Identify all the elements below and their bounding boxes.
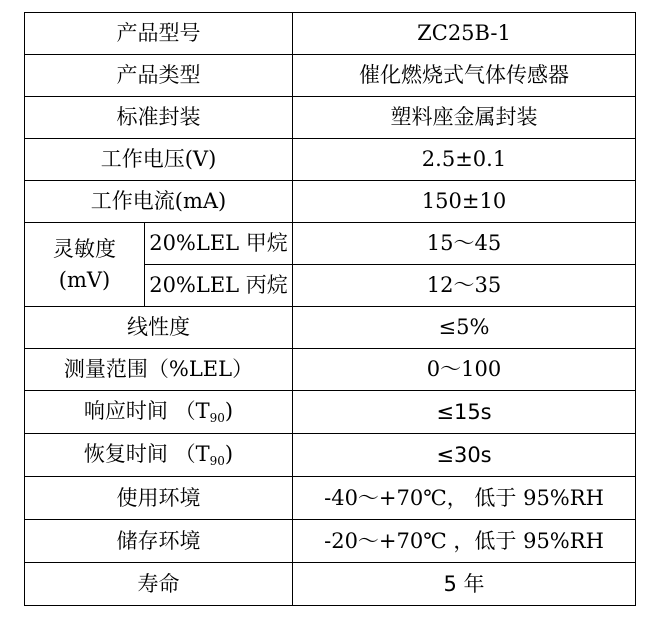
response-time-subscript: 90 xyxy=(209,410,225,425)
spec-table xyxy=(24,12,636,606)
table-row xyxy=(25,477,636,520)
type-label: 产品类型 xyxy=(25,55,293,97)
operating-env-value: -40～+70℃， 低于 95%RH xyxy=(293,477,636,520)
response-time-label xyxy=(25,391,293,434)
response-time-close: ) xyxy=(224,398,234,423)
table-row xyxy=(25,97,636,139)
table-row xyxy=(25,223,636,265)
model-value: ZC25B-1 xyxy=(293,13,636,55)
table-row xyxy=(25,181,636,223)
sensitivity-label-unit: (mV) xyxy=(58,267,111,292)
range-label: 测量范围（%LEL） xyxy=(25,349,293,391)
table-row xyxy=(25,391,636,434)
table-row xyxy=(25,520,636,563)
voltage-label: 工作电压(V) xyxy=(25,139,293,181)
table-row xyxy=(25,349,636,391)
table-row xyxy=(25,55,636,97)
recovery-time-close: ) xyxy=(224,441,234,466)
type-value: 催化燃烧式气体传感器 xyxy=(293,55,636,97)
sensitivity-value-methane: 15～45 xyxy=(293,223,636,265)
sensitivity-gas-propane: 20%LEL 丙烷 xyxy=(145,265,293,307)
voltage-value: 2.5±0.1 xyxy=(293,139,636,181)
linearity-label: 线性度 xyxy=(25,307,293,349)
sensitivity-label-line1: 灵敏度 xyxy=(53,236,116,261)
sensitivity-gas-methane: 20%LEL 甲烷 xyxy=(145,223,293,265)
response-time-value: ≤15s xyxy=(293,391,636,434)
storage-env-value: -20～+70℃ ，低于 95%RH xyxy=(293,520,636,563)
current-value: 150±10 xyxy=(293,181,636,223)
recovery-time-label xyxy=(25,434,293,477)
operating-env-label: 使用环境 xyxy=(25,477,293,520)
table-row xyxy=(25,13,636,55)
recovery-time-value: ≤30s xyxy=(293,434,636,477)
table-row xyxy=(25,434,636,477)
current-label: 工作电流(mA) xyxy=(25,181,293,223)
recovery-time-text: 恢复时间 （T xyxy=(83,441,210,466)
recovery-time-subscript: 90 xyxy=(209,453,225,468)
range-value: 0～100 xyxy=(293,349,636,391)
table-row xyxy=(25,139,636,181)
linearity-value: ≤5% xyxy=(293,307,636,349)
table-row xyxy=(25,563,636,606)
lifetime-value: 5 年 xyxy=(293,563,636,606)
package-value: 塑料座金属封装 xyxy=(293,97,636,139)
table-row xyxy=(25,307,636,349)
storage-env-label: 储存环境 xyxy=(25,520,293,563)
sensitivity-value-propane: 12～35 xyxy=(293,265,636,307)
lifetime-label: 寿命 xyxy=(25,563,293,606)
package-label: 标准封装 xyxy=(25,97,293,139)
model-label: 产品型号 xyxy=(25,13,293,55)
sensitivity-label xyxy=(25,223,145,307)
response-time-text: 响应时间 （T xyxy=(83,398,210,423)
